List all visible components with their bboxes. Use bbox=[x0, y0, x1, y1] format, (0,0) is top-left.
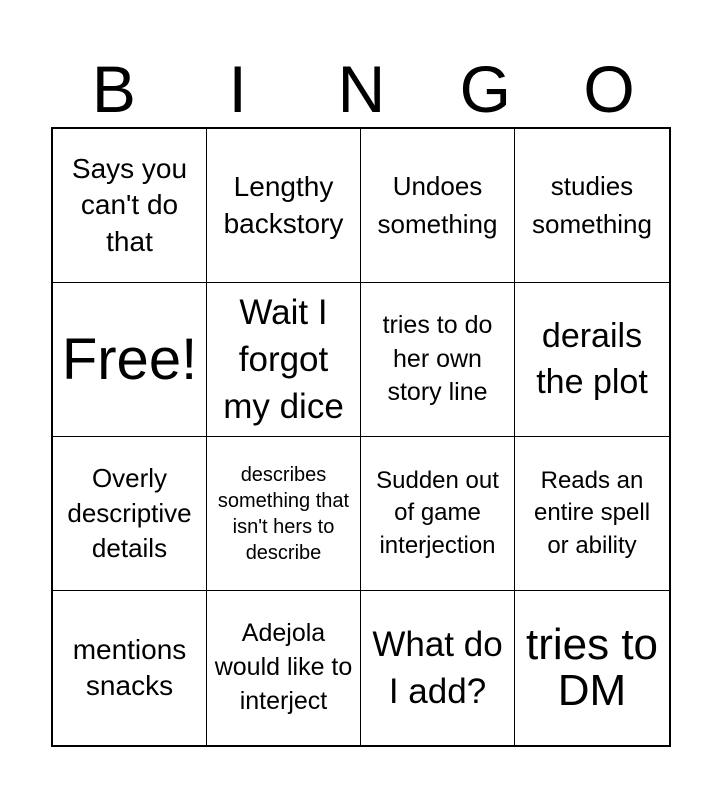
bingo-cell[interactable] bbox=[53, 437, 207, 591]
bingo-cell[interactable] bbox=[361, 283, 515, 437]
cell-text: Free! bbox=[61, 326, 198, 392]
bingo-cell[interactable] bbox=[53, 591, 207, 745]
cell-text: mentions snacks bbox=[72, 633, 187, 701]
bingo-cell[interactable] bbox=[207, 591, 361, 745]
header-letter-g: G bbox=[459, 52, 511, 126]
bingo-cell[interactable] bbox=[361, 437, 515, 591]
header-letter-b: B bbox=[91, 52, 136, 126]
cell-text: describes something that isn't hers to describe bbox=[217, 463, 350, 564]
cell-text: derails the plot bbox=[536, 316, 648, 401]
cell-text: tries to DM bbox=[525, 619, 659, 715]
header-letter-o: O bbox=[583, 52, 635, 126]
cell-text: Reads an entire spell or ability bbox=[533, 466, 651, 559]
bingo-cell[interactable] bbox=[361, 129, 515, 283]
bingo-header bbox=[52, 50, 671, 128]
bingo-cell[interactable] bbox=[207, 129, 361, 283]
cell-text: Lengthy backstory bbox=[223, 171, 344, 239]
cell-text: tries to do her own story line bbox=[382, 310, 493, 407]
cell-text: Sudden out of game interjection bbox=[376, 466, 499, 559]
cell-text: What do I add? bbox=[372, 624, 503, 711]
header-letter-i: I bbox=[228, 52, 247, 126]
bingo-board bbox=[51, 127, 671, 747]
cell-text: Undoes something bbox=[377, 170, 498, 239]
free-space-cell[interactable] bbox=[53, 283, 207, 437]
bingo-cell[interactable] bbox=[207, 283, 361, 437]
bingo-cell[interactable] bbox=[515, 129, 669, 283]
cell-text: Says you can't do that bbox=[71, 152, 188, 257]
cell-text: Overly descriptive details bbox=[67, 462, 192, 564]
header-letter-n: N bbox=[337, 52, 386, 126]
cell-text: studies something bbox=[532, 170, 652, 239]
cell-text: Wait I forgot my dice bbox=[223, 292, 344, 427]
bingo-cell[interactable] bbox=[515, 591, 669, 745]
bingo-cell[interactable] bbox=[515, 437, 669, 591]
bingo-cell[interactable] bbox=[361, 591, 515, 745]
cell-text: Adejola would like to interject bbox=[214, 619, 353, 715]
bingo-cell[interactable] bbox=[515, 283, 669, 437]
bingo-cell[interactable] bbox=[207, 437, 361, 591]
bingo-cell[interactable] bbox=[53, 129, 207, 283]
